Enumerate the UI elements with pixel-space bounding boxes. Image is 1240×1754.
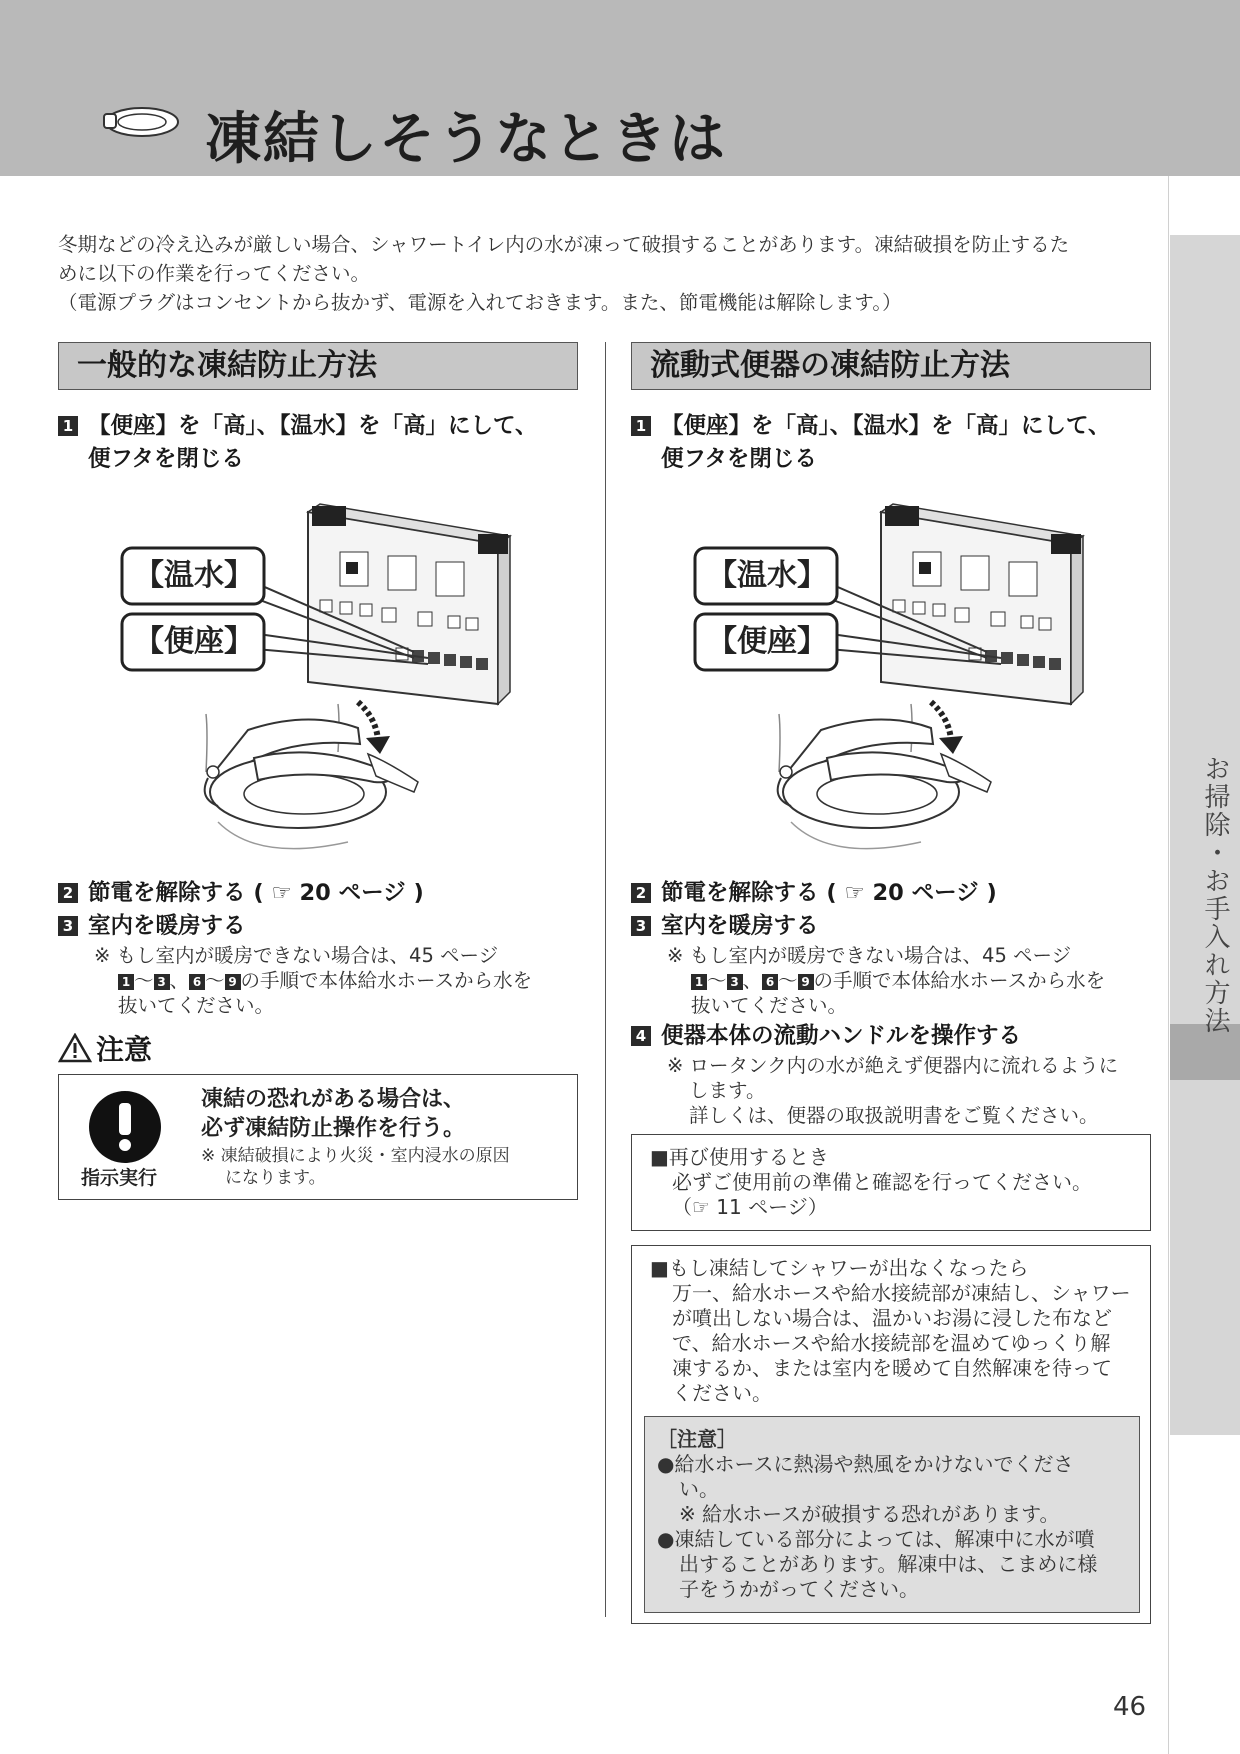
reuse-line: （☞ 11 ページ） [672,1195,828,1219]
frozen-line: 凍するか、または室内を暖めて自然解凍を待って [672,1356,1112,1380]
inner-caution-title: ［注意］ [657,1427,737,1451]
step-text: 室内を暖房する [661,913,819,939]
ref-step: 9 [225,974,241,990]
frozen-line: で、給水ホースや給水接続部を温めてゆっくり解 [672,1331,1111,1355]
step-number: 2 [58,883,78,903]
general-method-column [58,342,578,1200]
reuse-box [631,1134,1151,1231]
intro-text [58,230,1148,317]
warning-triangle-icon [58,1033,92,1063]
frozen-title: ■もし凍結してシャワーが出なくなったら [650,1256,1029,1280]
remote-and-toilet-illustration [631,482,1151,877]
remote-and-toilet-illustration [58,482,578,877]
column-divider [605,342,606,1617]
step-1-cont: 便フタを閉じる [88,446,244,472]
label-onsui: 【温水】 [134,558,254,593]
frozen-line: 万一、給水ホースや給水接続部が凍結し、シャワー [672,1281,1131,1305]
caution-note-line: ※ 凍結破損により火災・室内浸水の原因 [201,1146,510,1166]
ref-step: 1 [118,974,134,990]
step-1-cont: 便フタを閉じる [661,446,817,472]
step-3 [631,910,1151,943]
ref-step: 6 [762,974,778,990]
intro-line: めに以下の作業を行ってください。 [58,262,371,285]
step-text: 便器本体の流動ハンドルを操作する [661,1023,1022,1049]
reuse-line: 必ずご使用前の準備と確認を行ってください。 [672,1170,1092,1194]
inner-caution-line: い。 [679,1477,719,1501]
note-line: ※ もし室内が暖房できない場合は、45 ページ [94,944,499,967]
step-number: 3 [631,916,651,936]
caution-note [201,1145,510,1189]
ref-step: 6 [189,974,205,990]
step-text: 【便座】を「高」、【温水】を「高」にして、 [661,413,1111,439]
caution-note-line: になります。 [225,1168,326,1188]
note-line: ※ もし室内が暖房できない場合は、45 ページ [667,944,1072,967]
note-tilde: ～ [778,969,798,992]
note-line: 詳しくは、便器の取扱説明書をご覧ください。 [689,1104,1099,1127]
step-2 [631,877,1151,910]
step-3 [58,910,578,943]
caution-line: 必ず凍結防止操作を行う。 [201,1116,466,1141]
note-sep: 、 [742,969,763,992]
inner-caution-line: 子をうかがってください。 [679,1577,919,1601]
inner-caution-line: ●給水ホースに熱湯や熱風をかけないでくださ [657,1452,1074,1476]
intro-line: 冬期などの冷え込みが厳しい場合、シャワートイレ内の水が凍って破損することがあります。凍結破損を防止するた [58,233,1070,256]
step-1 [58,410,578,443]
section-heading: 流動式便器の凍結防止方法 [631,342,1151,390]
step-text: 節電を解除する ( ☞ 20 ページ ) [88,880,424,906]
section-heading: 一般的な凍結防止方法 [58,342,578,390]
flow-toilet-method-column [631,342,1151,1624]
ref-step: 3 [154,974,170,990]
page-title: 凍結しそうなときは [205,107,727,172]
ref-step: 3 [727,974,743,990]
frozen-line: が噴出しない場合は、温かいお湯に浸した布など [672,1306,1112,1330]
frozen-box [631,1245,1151,1624]
note-text: の手順で本体給水ホースから水を [813,969,1106,992]
step-text: 【便座】を「高」、【温水】を「高」にして、 [88,413,538,439]
note-sep: 、 [169,969,190,992]
illustration [631,482,1151,877]
ref-step: 9 [798,974,814,990]
inner-caution-box [644,1416,1140,1613]
step-number: 2 [631,883,651,903]
toilet-seat-icon [100,100,180,145]
caution-box [58,1074,578,1200]
label-benza: 【便座】 [707,624,827,659]
step-4 [631,1020,1151,1053]
illustration [58,482,578,877]
inner-caution-line: ●凍結している部分によっては、解凍中に水が噴 [657,1527,1095,1551]
note-text: の手順で本体給水ホースから水を [240,969,533,992]
caution-line: 凍結の恐れがある場合は、 [201,1087,466,1112]
note-line [58,968,578,993]
note-line: ※ ロータンク内の水が絶えず便器内に流れるように [667,1054,1119,1077]
step-number: 3 [58,916,78,936]
reuse-title: ■再び使用するとき [650,1145,829,1169]
step-text: 節電を解除する ( ☞ 20 ページ ) [661,880,997,906]
caution-icon-label: 指示実行 [81,1167,158,1189]
step-number: 1 [58,416,78,436]
ref-step: 1 [691,974,707,990]
note-tilde: ～ [707,969,727,992]
step-text: 室内を暖房する [88,913,246,939]
side-divider [1168,176,1169,1754]
frozen-line: ください。 [672,1381,772,1405]
step-2 [58,877,578,910]
note-tilde: ～ [134,969,154,992]
caution-heading [58,1028,578,1068]
step-1 [631,410,1151,443]
label-benza: 【便座】 [134,624,254,659]
inner-caution-line: ※ 給水ホースが破損する恐れがあります。 [679,1502,1060,1526]
mandatory-action-icon [87,1089,163,1165]
page-number: 46 [1113,1692,1147,1722]
note-tilde: ～ [205,969,225,992]
step-number: 4 [631,1026,651,1046]
side-tab-label: お掃除・お手入れ方法 [1200,755,1230,1035]
caution-text [201,1085,465,1143]
intro-line: （電源プラグはコンセントから抜かず、電源を入れておきます。また、節電機能は解除します。） [58,291,902,314]
caution-title: 注意 [96,1033,153,1066]
label-onsui: 【温水】 [707,558,827,593]
step-number: 1 [631,416,651,436]
inner-caution-line: 出することがあります。解凍中は、こまめに様 [679,1552,1098,1576]
note-line: します。 [689,1079,766,1102]
note-line: 抜いてください。 [118,994,275,1017]
note-line: 抜いてください。 [691,994,848,1017]
note-line [631,968,1151,993]
